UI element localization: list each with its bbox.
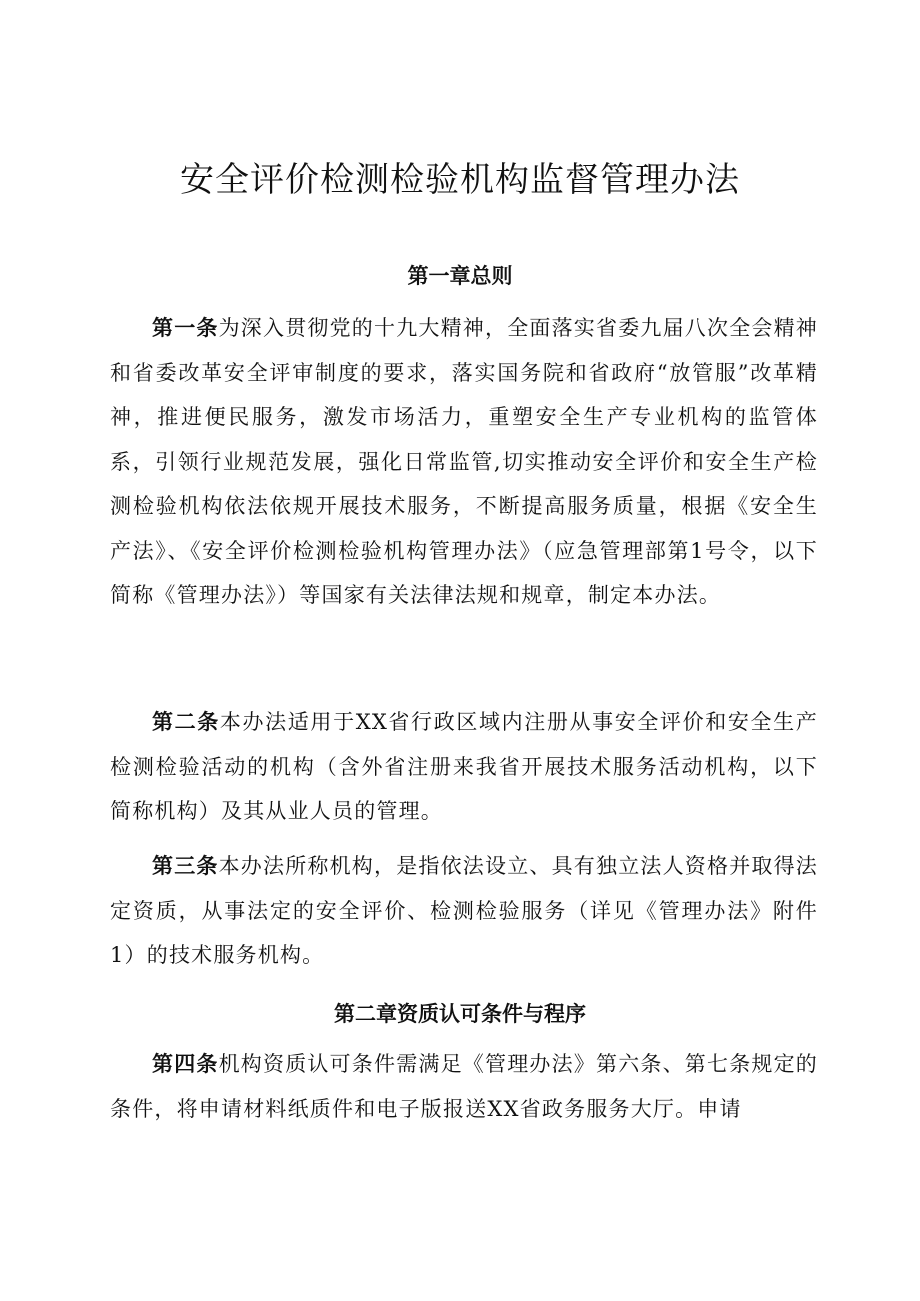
article-number: 第三条 xyxy=(152,854,219,878)
document-title: 安全评价检测检验机构监督管理办法 xyxy=(180,160,740,200)
article-text: 本办法所称机构，是指依法设立、具有独立法人资格并取得法定资质，从事法定的安全评价、检测检验服务（详见《管理办法》附件1）的技术服务机构。 xyxy=(110,854,819,967)
chapter-heading: 第二章资质认可条件与程序 xyxy=(334,1002,586,1026)
article-paragraph xyxy=(110,700,818,834)
article-paragraph xyxy=(110,1042,818,1131)
article-paragraph xyxy=(110,306,818,618)
article-number: 第四条 xyxy=(152,1052,219,1076)
article-text: 本办法适用于XX省行政区域内注册从事安全评价和安全生产检测检验活动的机构（含外省注册来我省开展技术服务活动机构，以下简称机构）及其从业人员的管理。 xyxy=(110,710,818,823)
article-text: 为深入贯彻党的十九大精神，全面落实省委九届八次全会精神和省委改革安全评审制度的要求，落实国务院和省政府“放管服”改革精神，推进便民服务，激发市场活力，重塑安全生产专业机构的监管体系，引领行业规范发展，强化日常监管,切实推动安全评价和安全生产检测检验机构依法依规开展技术服务，不断提高服务质量，根据《安全生产法》、《安全评价检测检验机构管理办法》（应急管理部第1号令，以下简称《管理办法》）等国家有关法律法规和规章，制定本办法。 xyxy=(110,316,819,607)
article-number: 第一条 xyxy=(152,316,219,340)
chapter-heading: 第一章总则 xyxy=(407,264,513,288)
article-paragraph xyxy=(110,844,818,978)
article-text: 机构资质认可条件需满足《管理办法》第六条、第七条规定的条件，将申请材料纸质件和电子版报送XX省政务服务大厅。申请 xyxy=(110,1052,819,1121)
article-number: 第二条 xyxy=(152,710,220,734)
